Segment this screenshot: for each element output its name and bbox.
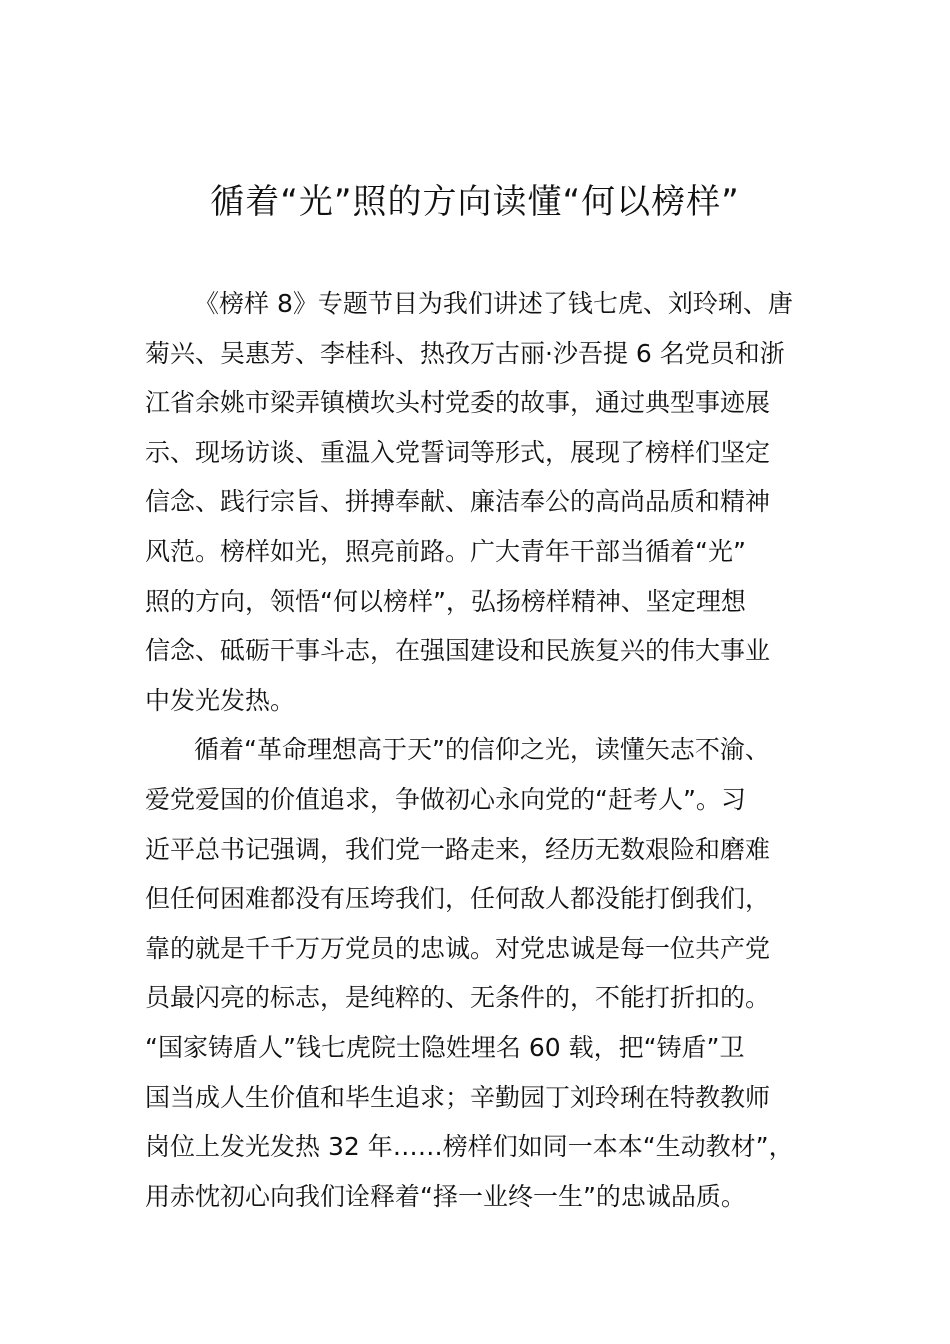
paragraph-line: 循着“革命理想高于天”的信仰之光，读懂矢志不渝、 [194, 735, 770, 765]
paragraph-line: “国家铸盾人”钱七虎院士隐姓埋名 60 载，把“铸盾”卫 [145, 1032, 745, 1062]
paragraph-line: 岗位上发光发热 32 年……榜样们如同一本本“生动教材”， [145, 1132, 794, 1162]
paragraph-line: 但任何困难都没有压垮我们，任何敌人都没能打倒我们， [145, 884, 771, 914]
document-body [145, 279, 825, 1221]
paragraph-line: 信念、践行宗旨、拼搏奉献、廉洁奉公的高尚品质和精神 [145, 487, 771, 517]
paragraph-line: 照的方向，领悟“何以榜样”，弘扬榜样精神、坚定理想 [145, 586, 746, 616]
paragraph-line: 信念、砥砺干事斗志，在强国建设和民族复兴的伟大事业 [145, 636, 771, 666]
paragraph-line: 用赤忱初心向我们诠释着“择一业终一生”的忠诚品质。 [145, 1181, 746, 1211]
paragraph-line: 《榜样 8》专题节目为我们讲述了钱七虎、刘玲琍、唐 [194, 289, 793, 318]
paragraph-line: 示、现场访谈、重温入党誓词等形式，展现了榜样们坚定 [145, 437, 771, 467]
paragraph-line: 菊兴、吴惠芳、李桂科、热孜万古丽·沙吾提 6 名党员和浙 [145, 338, 785, 368]
paragraph-line: 近平总书记强调，我们党一路走来，经历无数艰险和磨难 [145, 834, 771, 864]
paragraph-line: 国当成人生价值和毕生追求；辛勤园丁刘玲琍在特教教师 [145, 1082, 771, 1112]
paragraph-line: 靠的就是千千万万党员的忠诚。对党忠诚是每一位共产党 [145, 933, 771, 963]
paragraph-line: 爱党爱国的价值追求，争做初心永向党的“赶考人”。习 [145, 784, 746, 814]
paragraph-line: 风范。榜样如光，照亮前路。广大青年干部当循着“光” [145, 536, 746, 566]
paragraph-1 [145, 279, 825, 725]
paragraph-line: 江省余姚市梁弄镇横坎头村党委的故事，通过典型事迹展 [145, 388, 771, 418]
paragraph-line: 中发光发热。 [145, 685, 296, 715]
paragraph-line: 员最闪亮的标志，是纯粹的、无条件的，不能打折扣的。 [145, 983, 771, 1013]
document-title: 循着“光”照的方向读懂“何以榜样” [210, 182, 740, 222]
paragraph-2 [145, 725, 825, 1221]
